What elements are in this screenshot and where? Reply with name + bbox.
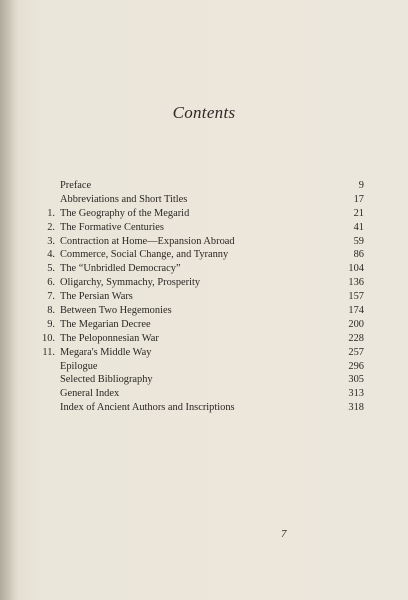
toc-entry	[34, 304, 364, 318]
toc-entry	[34, 207, 364, 221]
toc-entry-number: 11.	[42, 346, 55, 358]
toc-entry	[34, 360, 364, 374]
toc-entry-page: 86	[353, 249, 364, 261]
toc-entry-title: The Persian Wars	[60, 291, 133, 303]
toc-entry-page: 305	[348, 374, 364, 386]
toc-entry-page: 9	[358, 180, 364, 191]
toc-entry-number: 5.	[47, 263, 55, 275]
toc-entry-number: 6.	[47, 277, 55, 289]
toc-entry-number: 10.	[42, 332, 55, 344]
toc-entry-page: 318	[348, 402, 364, 414]
toc-entry-page: 104	[348, 263, 364, 275]
toc-entry-title: Epilogue	[60, 360, 98, 372]
toc-entry-title: Selected Bibliography	[60, 374, 153, 386]
toc-entry-page: 228	[348, 332, 364, 344]
toc-entry-page: 313	[348, 388, 364, 400]
toc-entry	[34, 179, 364, 193]
toc-entry	[34, 401, 364, 415]
toc-entry-title: The Megarian Decree	[60, 318, 151, 330]
toc-entry	[34, 290, 364, 304]
toc-entry-page: 200	[348, 318, 364, 330]
toc-entry-number: 9.	[47, 318, 55, 330]
toc-entry-number: 3.	[47, 235, 55, 247]
toc-entry-page: 296	[348, 360, 364, 372]
toc-entry-title: The Geography of the Megarid	[60, 207, 190, 219]
toc-entry-title: The Formative Centuries	[60, 221, 164, 233]
toc-entry	[34, 235, 364, 249]
toc-entry-page: 21	[353, 207, 364, 219]
toc-entry	[34, 276, 364, 290]
toc-entry-title: Oligarchy, Symmachy, Prosperity	[60, 277, 201, 289]
toc-entry-title: Between Two Hegemonies	[60, 305, 172, 317]
toc-entry-page: 59	[353, 235, 364, 247]
toc-entry	[34, 346, 364, 360]
toc-entry-number: 2.	[47, 221, 55, 233]
toc-entry	[34, 248, 364, 262]
toc-entry-page: 17	[353, 193, 364, 205]
toc-entry-page: 174	[348, 305, 364, 317]
toc-entry-number: 4.	[47, 249, 55, 261]
spine-shadow	[0, 0, 18, 600]
toc-entry-page: 157	[348, 291, 364, 303]
toc-entry-page: 136	[348, 277, 364, 289]
toc-entry	[34, 318, 364, 332]
toc-entry	[34, 332, 364, 346]
toc-entry	[34, 221, 364, 235]
toc-entry-title: General Index	[60, 388, 120, 400]
toc-entry-number: 1.	[47, 207, 55, 219]
toc-entry	[34, 262, 364, 276]
toc-entry-title: Commerce, Social Change, and Tyranny	[60, 249, 229, 261]
toc-entry-title: Megara's Middle Way	[60, 346, 152, 358]
toc-entry-page: 257	[348, 346, 364, 358]
toc-entry-title: The “Unbridled Democracy”	[60, 263, 181, 275]
toc-entry-title: Index of Ancient Authors and Inscriptions	[60, 402, 235, 414]
toc-entry	[34, 387, 364, 401]
page-title: Contents	[172, 103, 236, 122]
toc-entry-title: Abbreviations and Short Titles	[60, 193, 188, 205]
toc-entry	[34, 193, 364, 207]
toc-entry-title: The Peloponnesian War	[60, 332, 159, 344]
toc-entry-page: 41	[353, 221, 364, 233]
toc-entry-title: Preface	[60, 180, 92, 191]
toc-entry-number: 7.	[47, 291, 55, 303]
page-number: 7	[281, 528, 287, 540]
table-of-contents	[34, 179, 364, 415]
toc-entry-number: 8.	[47, 305, 55, 317]
toc-entry-title: Contraction at Home—Expansion Abroad	[60, 235, 235, 247]
toc-entry	[34, 373, 364, 387]
